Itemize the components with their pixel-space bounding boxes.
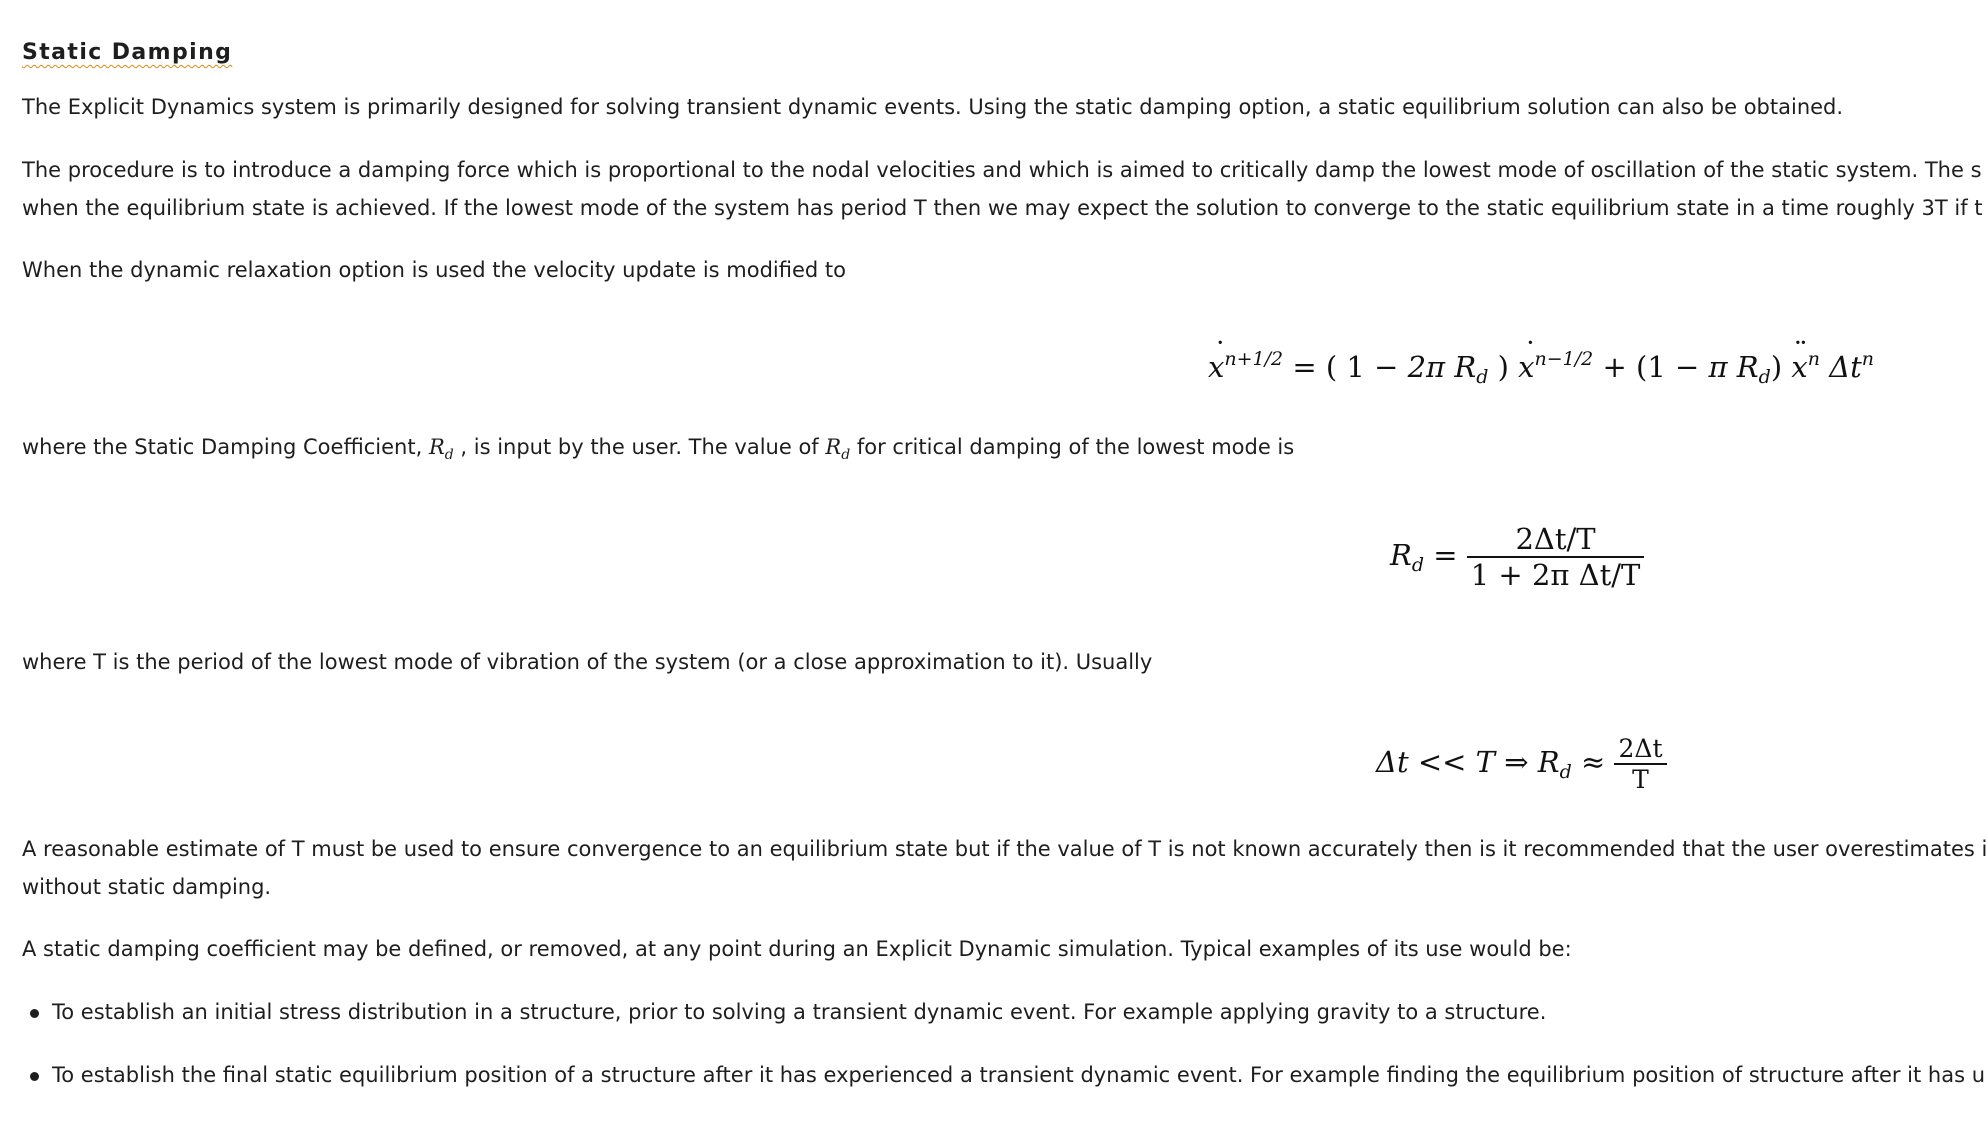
paragraph-estimate-line-2: without static damping. [22,875,272,899]
paragraph-examples: A static damping coefficient may be defined, or removed, at any point during an Explicit Dynamic simulation. Typical examples of its use would be: [22,937,1572,961]
paragraph-procedure-line-2: when the equilibrium state is achieved. If the lowest mode of the system has period T then we may expect the solution to converge to the static equilibrium state in a time roughly 3T if t [22,196,1983,220]
fraction: $\frac{2\Delta t/T}{\text{1 + 2π Δt/T}}$ [1467,522,1645,592]
fraction-2: $\frac{2\Delta t}{T}$ [1614,734,1666,794]
paragraph-intro: The Explicit Dynamics system is primarily designed for solving transient dynamic events. Using the static damping option, a static equilibrium solution can also be obtained. [22,95,1844,119]
bullet-icon [30,1009,39,1018]
document-page [22,0,1987,1134]
list-item: To establish the final static equilibrium position of a structure after it has experienced a transient dynamic event. For example finding the equilibrium position of structure after it has u [52,1063,1986,1087]
paragraph-velocity-update: When the dynamic relaxation option is used the velocity update is modified to [22,258,846,282]
x-dot-symbol-2: ˙ x [1518,350,1534,384]
paragraph-period: where T is the period of the lowest mode of vibration of the system (or a close approximation to it). Usually [22,650,1153,674]
x-dot-symbol: ˙ x [1208,350,1224,384]
heading-text: Static Damping [22,40,233,65]
page-title [22,40,232,65]
bullet-icon [30,1072,39,1081]
equation-approximation: Δt << T ⇒ $R_d$ ≈ $\frac{2\Delta t}{T}$ [1376,734,1667,794]
equation-velocity-update: ˙ $x^{n+1/2}$ = ( 1 − 2π $R_d$ ) ˙ $x^{n-1/2} + (1 - \pi$ $R_d$) ¨ $x^n$ $\Delta t^n$ [1208,348,1874,388]
paragraph-estimate-line-1: A reasonable estimate of T must be used to ensure convergence to an equilibrium state but if the value of T is not known accurately then is it recommended that the user overestimates i [22,837,1987,861]
list-item: To establish an initial stress distribution in a structure, prior to solving a transient dynamic event. For example applying gravity to a structure. [52,1000,1547,1024]
equation-critical-damping: $R_d$ = $\frac{2\Delta t/T}{\text{1 + 2π Δt/T}}$ [1390,522,1644,592]
paragraph-damping-coefficient: where the Static Damping Coefficient, $R_d$ , is input by the user. The value of $R_d$ for critical damping of the lowest mode is [22,435,1295,464]
paragraph-procedure-line-1: The procedure is to introduce a damping force which is proportional to the nodal velocities and which is aimed to critically damp the lowest mode of oscillation of the static system. The s [22,158,1982,182]
x-ddot-symbol: ¨ x [1791,350,1807,384]
